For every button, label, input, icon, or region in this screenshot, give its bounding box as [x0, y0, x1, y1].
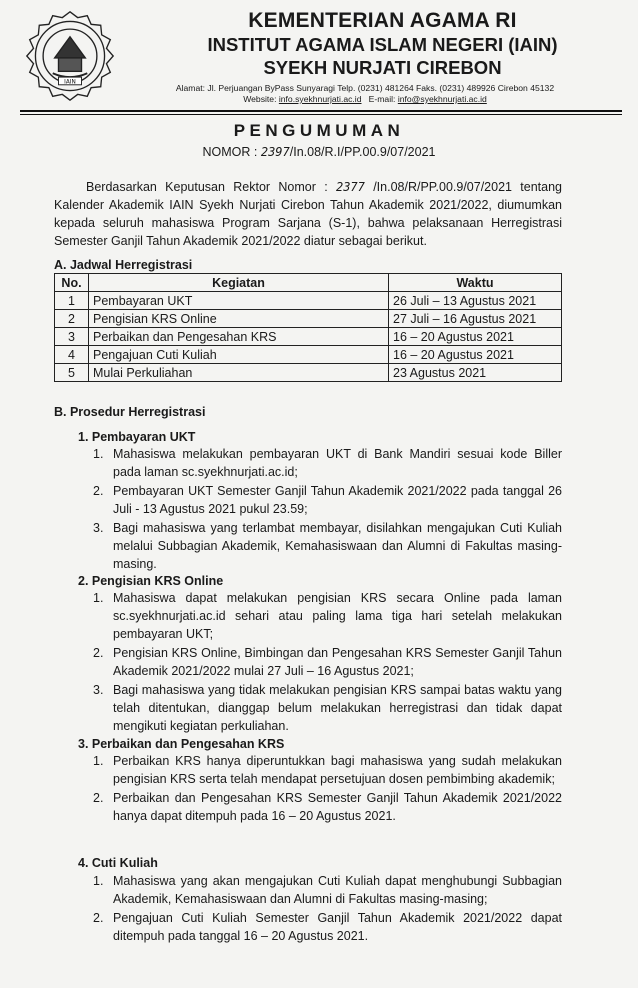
institute-name: INSTITUT AGAMA ISLAM NEGERI (IAIN) [207, 34, 558, 55]
list-item: 2. Perbaikan dan Pengesahan KRS Semester Ganjil Tahun Akademik 2021/2022 hanya dapat ditempuh pada 16 – 20 Agustus 2021. [93, 791, 562, 823]
cell-waktu: 16 – 20 Agustus 2021 [389, 346, 562, 364]
subsection-title: 4. Cuti Kuliah [78, 856, 158, 870]
intro-text-before: Berdasarkan Keputusan Rektor Nomor : [86, 180, 328, 194]
cell-no: 3 [55, 328, 89, 346]
email-link[interactable]: info@syekhnurjati.ac.id [397, 94, 487, 104]
list-item: 1. Mahasiswa yang akan mengajukan Cuti Kuliah dapat menghubungi Subbagian Akademik, Kemahasiswaan dan Alumni di Fakultas masing-masing; [93, 874, 562, 906]
cell-no: 5 [55, 364, 89, 382]
iain-logo-icon [22, 8, 118, 104]
cell-waktu: 26 Juli – 13 Agustus 2021 [389, 292, 562, 310]
table-row [55, 292, 562, 310]
cell-no: 2 [55, 310, 89, 328]
header-waktu: Waktu [389, 274, 562, 292]
cell-kegiatan: Pengisian KRS Online [89, 310, 389, 328]
list-item: 3. Bagi mahasiswa yang terlambat membayar, disilahkan mengajukan Cuti Kuliah melalui Subbagian Akademik, Kemahasiswaan dan Alumni di Fakultas masing-masing. [93, 521, 562, 571]
ministry-name: KEMENTERIAN AGAMA RI [248, 9, 517, 32]
contact-line [130, 94, 600, 105]
table-header-row [55, 274, 562, 292]
table-row [55, 328, 562, 346]
email-label: E-mail: [368, 94, 396, 104]
letterhead-rule-thin [20, 114, 622, 115]
header-no: No. [55, 274, 89, 292]
cell-waktu: 27 Juli – 16 Agustus 2021 [389, 310, 562, 328]
letterhead-rule-thick [20, 110, 622, 112]
intro-paragraph [54, 178, 562, 250]
subsection-title: 3. Perbaikan dan Pengesahan KRS [78, 737, 285, 751]
announcement-number [0, 145, 638, 159]
cell-no: 1 [55, 292, 89, 310]
table-row [55, 346, 562, 364]
cell-kegiatan: Pembayaran UKT [89, 292, 389, 310]
cell-kegiatan: Mulai Perkuliahan [89, 364, 389, 382]
address-line: Alamat: Jl. Perjuangan ByPass Sunyaragi Telp. (0231) 481264 Faks. (0231) 489926 Cirebon 45132 [175, 83, 555, 93]
list-item: 1. Perbaikan KRS hanya diperuntukkan bagi mahasiswa yang sudah melakukan pengisian KRS serta telah mendapat persetujuan dosen pembimbing akademik; [93, 754, 562, 786]
campus-name: SYEKH NURJATI CIREBON [263, 57, 502, 78]
intro-handwritten-number: 2377 [335, 180, 365, 194]
table-row [55, 310, 562, 328]
nomor-suffix: /In.08/R.I/PP.00.9/07/2021 [289, 145, 436, 159]
procedure-list [93, 589, 562, 736]
nomor-label: NOMOR : [202, 145, 258, 159]
letterhead [120, 8, 625, 79]
list-item: 2. Pengajuan Cuti Kuliah Semester Ganjil Tahun Akademik 2021/2022 dapat ditempuh pada tanggal 16 – 20 Agustus 2021. [93, 911, 562, 943]
section-a-title: A. Jadwal Herregistrasi [54, 258, 193, 272]
table-row [55, 364, 562, 382]
list-item: 2. Pembayaran UKT Semester Ganjil Tahun Akademik 2021/2022 pada tanggal 26 Juli - 13 Agustus 2021 pukul 23.59; [93, 484, 562, 516]
svg-text:IAIN: IAIN [64, 79, 76, 86]
procedure-list [93, 872, 562, 946]
procedure-list [93, 445, 562, 574]
list-item: 3. Bagi mahasiswa yang tidak melakukan pengisian KRS sampai batas waktu yang telah ditentukan, dianggap belum melakukan herregistrasi dan tidak dapat mengikuti kegiatan perkuliahan. [93, 683, 562, 733]
cell-waktu: 23 Agustus 2021 [389, 364, 562, 382]
letterhead-address [130, 83, 600, 105]
list-item: 1. Mahasiswa melakukan pembayaran UKT di Bank Mandiri sesuai kode Biller pada laman sc.syekhnurjati.ac.id; [93, 447, 562, 479]
website-label: Website: [243, 94, 277, 104]
section-b-title: B. Prosedur Herregistrasi [54, 405, 206, 419]
intro-text-after: /In.08/R/PP.00.9/07/2021 tentang Kalender Akademik IAIN Syekh Nurjati Cirebon Tahun Akademik 2021/2022, diumumkan kepada seluruh mahasiswa Program Sarjana (S-1), bahwa pelaksanaan Herregistrasi Semester Ganjil Tahun Akademik 2021/2022 diatur sebagai berikut. [54, 180, 562, 248]
cell-waktu: 16 – 20 Agustus 2021 [389, 328, 562, 346]
cell-kegiatan: Perbaikan dan Pengesahan KRS [89, 328, 389, 346]
procedure-list [93, 752, 562, 826]
cell-kegiatan: Pengajuan Cuti Kuliah [89, 346, 389, 364]
list-item: 1. Mahasiswa dapat melakukan pengisian KRS secara Online pada laman sc.syekhnurjati.ac.id sehari atau paling lama tiga hari setelah melakukan pembayaran UKT; [93, 591, 562, 641]
schedule-table [54, 273, 562, 382]
announcement-title: PENGUMUMAN [233, 121, 405, 140]
subsection-title: 1. Pembayaran UKT [78, 430, 196, 444]
header-kegiatan: Kegiatan [89, 274, 389, 292]
nomor-handwritten: 2397 [260, 145, 290, 159]
cell-no: 4 [55, 346, 89, 364]
website-link[interactable]: info.syekhnurjati.ac.id [278, 94, 362, 104]
list-item: 2. Pengisian KRS Online, Bimbingan dan Pengesahan KRS Semester Ganjil Tahun Akademik 2021/2022 mulai 27 Juli – 16 Agustus 2021; [93, 646, 562, 678]
subsection-title: 2. Pengisian KRS Online [78, 574, 224, 588]
